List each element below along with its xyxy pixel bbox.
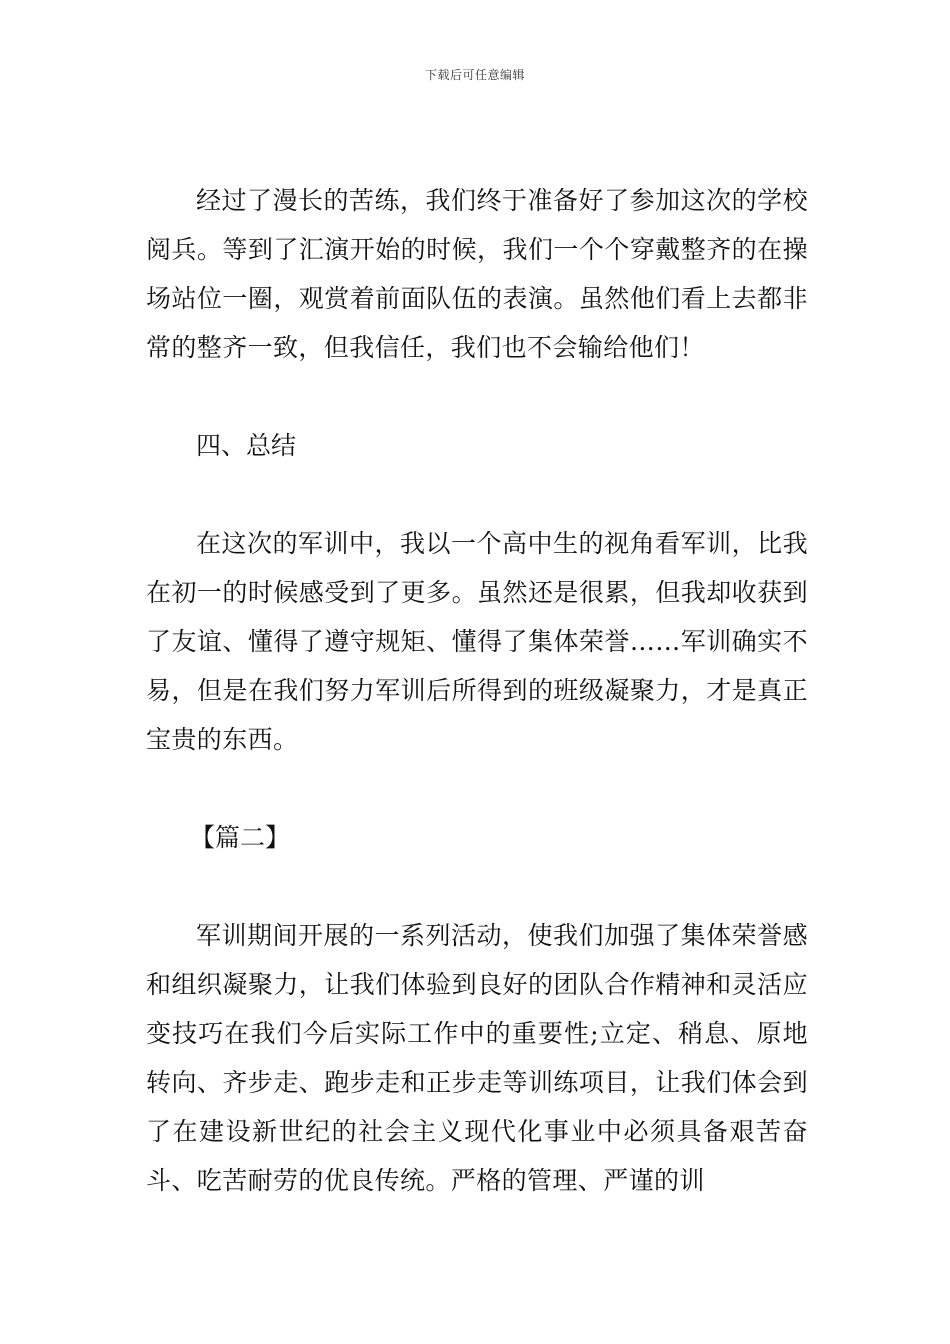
paragraph-parade: 经过了漫长的苦练，我们终于准备好了参加这次的学校阅兵。等到了汇演开始的时候，我们一个个穿戴整齐的在操场站位一圈，观赏着前面队伍的表演。虽然他们看上去都非常的整齐一致，但我信任，我们也不会输给他们！ — [146, 186, 808, 362]
section-heading-part-two: 【篇二】 — [190, 823, 291, 852]
paragraph-summary: 在这次的军训中，我以一个高中生的视角看军训，比我在初一的时候感受到了更多。虽然还是很累，但我却收获到了友谊、懂得了遵守规矩、懂得了集体荣誉……军训确实不易，但是在我们努力军训后所得到的班级凝聚力，才是真正宝贵的东西。 — [146, 529, 808, 754]
paragraph-part-two: 军训期间开展的一系列活动，使我们加强了集体荣誉感和组织凝聚力，让我们体验到良好的团队合作精神和灵活应变技巧在我们今后实际工作中的重要性;立定、稍息、原地转向、齐步走、跑步走和正步走等训练项目，让我们体会到了在建设新世纪的社会主义现代化事业中必须具备艰苦奋斗、吃苦耐劳的优良传统。严格的管理、严谨的训 — [146, 921, 808, 1195]
section-heading-summary: 四、总结 — [196, 431, 297, 460]
page-header: 下载后可任意编辑 — [424, 68, 525, 82]
document-body — [146, 176, 808, 1254]
